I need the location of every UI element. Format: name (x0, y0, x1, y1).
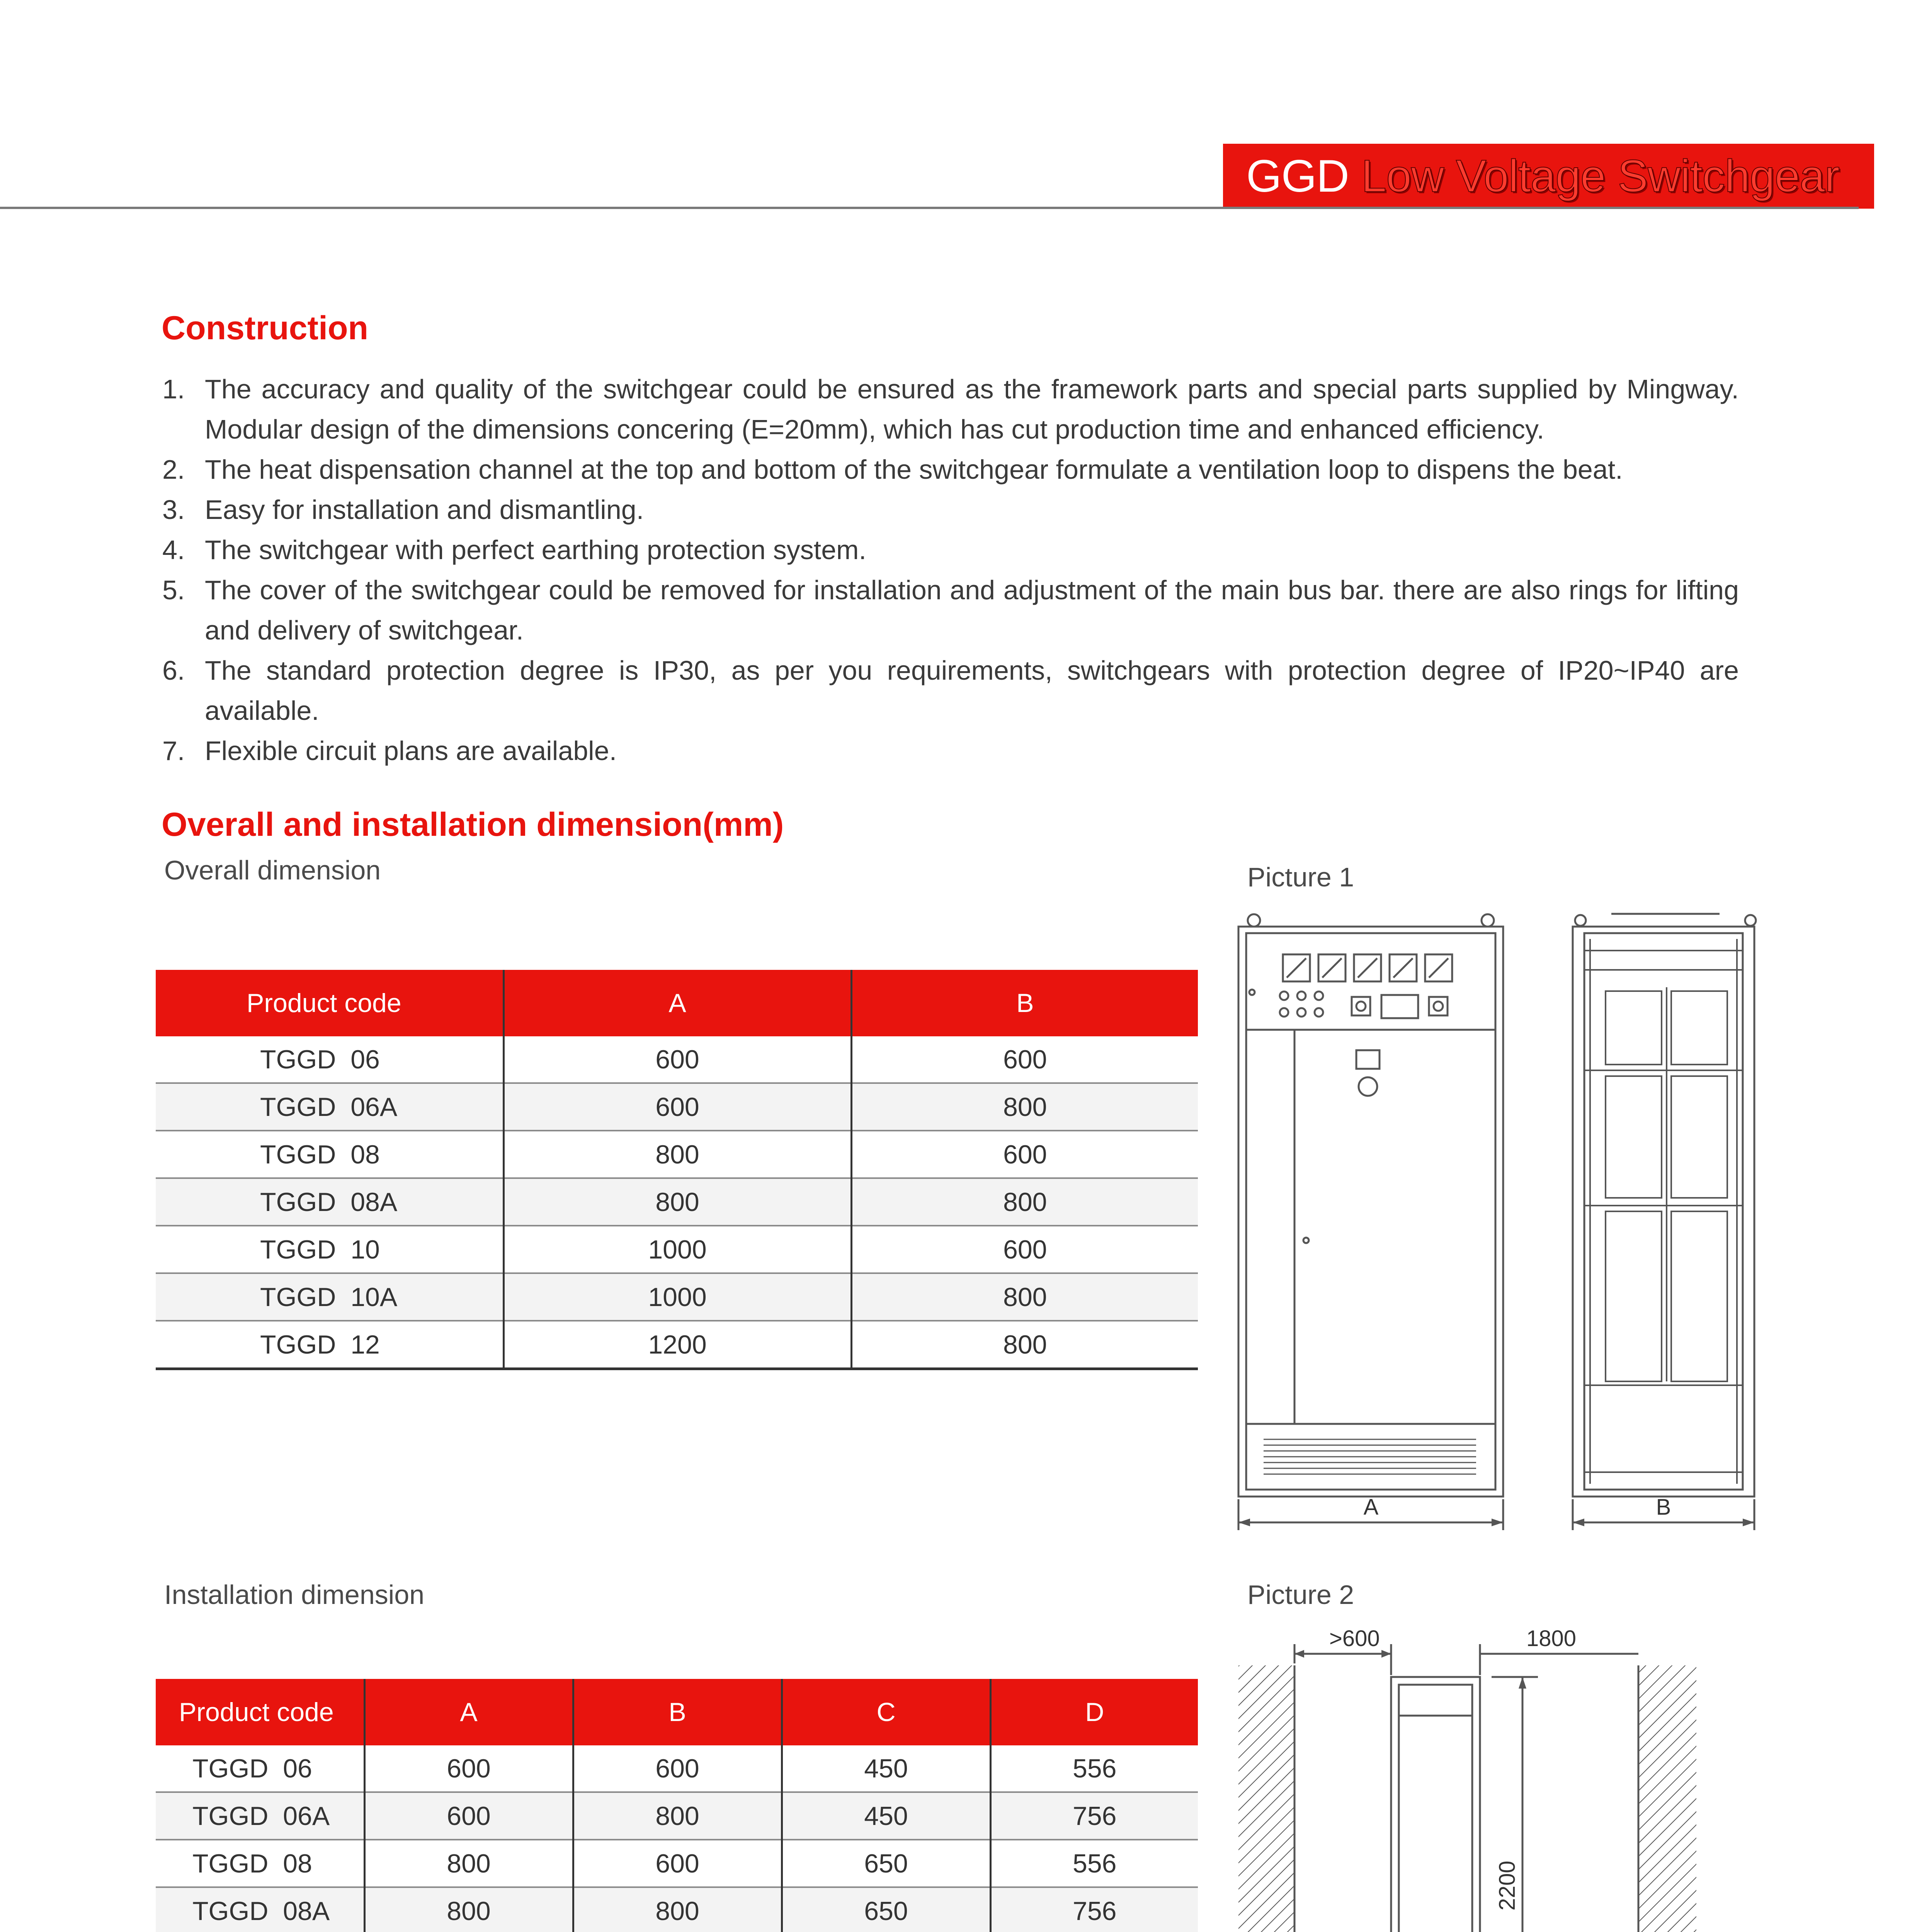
list-item-number: 1. (162, 374, 185, 404)
table-cell: TGGD 10 (156, 1226, 503, 1273)
table-cell: TGGD 06 (156, 1036, 503, 1083)
picture1-label-a: A (1363, 1495, 1379, 1520)
table-cell: TGGD 08A (156, 1178, 503, 1226)
table-cell: 600 (851, 1036, 1198, 1083)
list-item (162, 449, 1739, 490)
table-row (156, 1745, 1198, 1792)
picture1-caption: Picture 1 (1247, 862, 1354, 892)
table-cell: TGGD 12 (156, 1321, 503, 1369)
table-cell: 650 (782, 1840, 990, 1887)
table-header-cell: B (851, 970, 1198, 1036)
overall-dimension-table (156, 970, 1198, 1370)
table-row (156, 1321, 1198, 1369)
table-cell: 800 (851, 1273, 1198, 1321)
table-row (156, 1273, 1198, 1321)
table-cell: TGGD 06A (156, 1083, 503, 1131)
table-cell: 800 (364, 1887, 573, 1932)
list-item-text: Easy for installation and dismantling. (205, 495, 644, 525)
table-cell: 556 (990, 1840, 1198, 1887)
installation-dimension-table (156, 1679, 1198, 1932)
list-item-number: 2. (162, 454, 185, 485)
list-item-text: The heat dispensation channel at the top and bottom of the switchgear formulate a ventilation loop to dispens the beat. (205, 454, 1623, 485)
list-item (162, 650, 1739, 731)
table-cell: TGGD 06 (156, 1745, 364, 1792)
table-row (156, 1178, 1198, 1226)
table-row (156, 1226, 1198, 1273)
table-cell: 800 (573, 1792, 782, 1840)
table-cell: 450 (782, 1792, 990, 1840)
table-cell: 756 (990, 1887, 1198, 1932)
knob-icon (1359, 1077, 1377, 1096)
table-cell: 600 (851, 1226, 1198, 1273)
title-accent: GGD (1246, 151, 1349, 202)
table-cell: 1200 (503, 1321, 851, 1369)
dimensions-heading: Overall and installation dimension(mm) (162, 806, 784, 843)
list-item (162, 369, 1739, 449)
table-cell: 600 (364, 1792, 573, 1840)
installation-dimension-label: Installation dimension (164, 1580, 425, 1610)
picture2-label-width: 1800 (1526, 1626, 1577, 1651)
table-cell: 556 (990, 1745, 1198, 1792)
door-hinge-icon (1249, 990, 1255, 995)
table-cell: TGGD 06A (156, 1792, 364, 1840)
table-header-cell: Product code (156, 970, 503, 1036)
table-row (156, 1083, 1198, 1131)
picture1-cabinet-drawing (1229, 904, 1909, 1546)
table-cell: 600 (573, 1840, 782, 1887)
switch-icon (1429, 997, 1448, 1015)
list-item-text: The standard protection degree is IP30, as per you requirements, switchgears with protection degree of IP20~IP40 are available. (205, 655, 1739, 726)
picture2-installation-drawing (1229, 1623, 1909, 1932)
page-title (1223, 144, 1874, 209)
table-cell: 800 (503, 1131, 851, 1178)
table-cell: 450 (782, 1745, 990, 1792)
table-header-cell: A (364, 1679, 573, 1745)
list-item-text: The switchgear with perfect earthing protection system. (205, 535, 866, 565)
table-cell: TGGD 08 (156, 1840, 364, 1887)
table-cell: 800 (851, 1178, 1198, 1226)
list-item (162, 570, 1739, 650)
table-cell: 1000 (503, 1273, 851, 1321)
table-cell: TGGD 08 (156, 1131, 503, 1178)
list-item (162, 490, 1739, 530)
table-row (156, 1036, 1198, 1083)
table-cell: 800 (851, 1083, 1198, 1131)
picture1-label-b: B (1656, 1495, 1671, 1520)
table-cell: TGGD 08A (156, 1887, 364, 1932)
construction-heading: Construction (162, 310, 369, 347)
list-item-number: 6. (162, 655, 185, 685)
list-item (162, 731, 1739, 771)
table-cell: 800 (851, 1321, 1198, 1369)
list-item-number: 7. (162, 736, 185, 766)
table-cell: TGGD 10A (156, 1273, 503, 1321)
list-item-number: 3. (162, 495, 185, 525)
list-item-number: 4. (162, 535, 185, 565)
list-item (162, 530, 1739, 570)
title-rest: Low Voltage Switchgear (1349, 151, 1840, 202)
table-cell: 600 (364, 1745, 573, 1792)
table-header-cell: A (503, 970, 851, 1036)
table-cell: 600 (503, 1036, 851, 1083)
door-handle-icon (1303, 1238, 1309, 1243)
table-header-cell: Product code (156, 1679, 364, 1745)
list-item-text: Flexible circuit plans are available. (205, 736, 617, 766)
table-header-cell: C (782, 1679, 990, 1745)
lifting-ring-icon (1482, 914, 1494, 927)
table-cell: 650 (782, 1887, 990, 1932)
table-cell: 600 (503, 1083, 851, 1131)
table-cell: 600 (573, 1745, 782, 1792)
table-cell: 1000 (503, 1226, 851, 1273)
lifting-ring-icon (1248, 914, 1260, 927)
table-row (156, 1840, 1198, 1887)
table-header-cell: B (573, 1679, 782, 1745)
list-item-text: The cover of the switchgear could be removed for installation and adjustment of the main bus bar. there are also rings for lifting and delivery of switchgear. (205, 575, 1739, 645)
table-cell: 756 (990, 1792, 1198, 1840)
header-divider (0, 207, 1859, 209)
picture2-label-gap: >600 (1329, 1626, 1380, 1651)
construction-list (162, 369, 1739, 771)
table-row (156, 1887, 1198, 1932)
table-cell: 800 (503, 1178, 851, 1226)
table-cell: 800 (364, 1840, 573, 1887)
table-row (156, 1131, 1198, 1178)
switch-icon (1352, 997, 1370, 1015)
overall-dimension-label: Overall dimension (164, 855, 381, 885)
table-header-cell: D (990, 1679, 1198, 1745)
table-row (156, 1792, 1198, 1840)
table-cell: 800 (573, 1887, 782, 1932)
picture2-caption: Picture 2 (1247, 1580, 1354, 1610)
list-item-text: The accuracy and quality of the switchgear could be ensured as the framework parts and special parts supplied by Mingway. Modular design of the dimensions concering (E=20mm), which has cut production time and enhanced efficiency. (205, 374, 1739, 444)
table-cell: 600 (851, 1131, 1198, 1178)
list-item-number: 5. (162, 575, 185, 605)
picture2-label-height: 2200 (1495, 1861, 1520, 1911)
